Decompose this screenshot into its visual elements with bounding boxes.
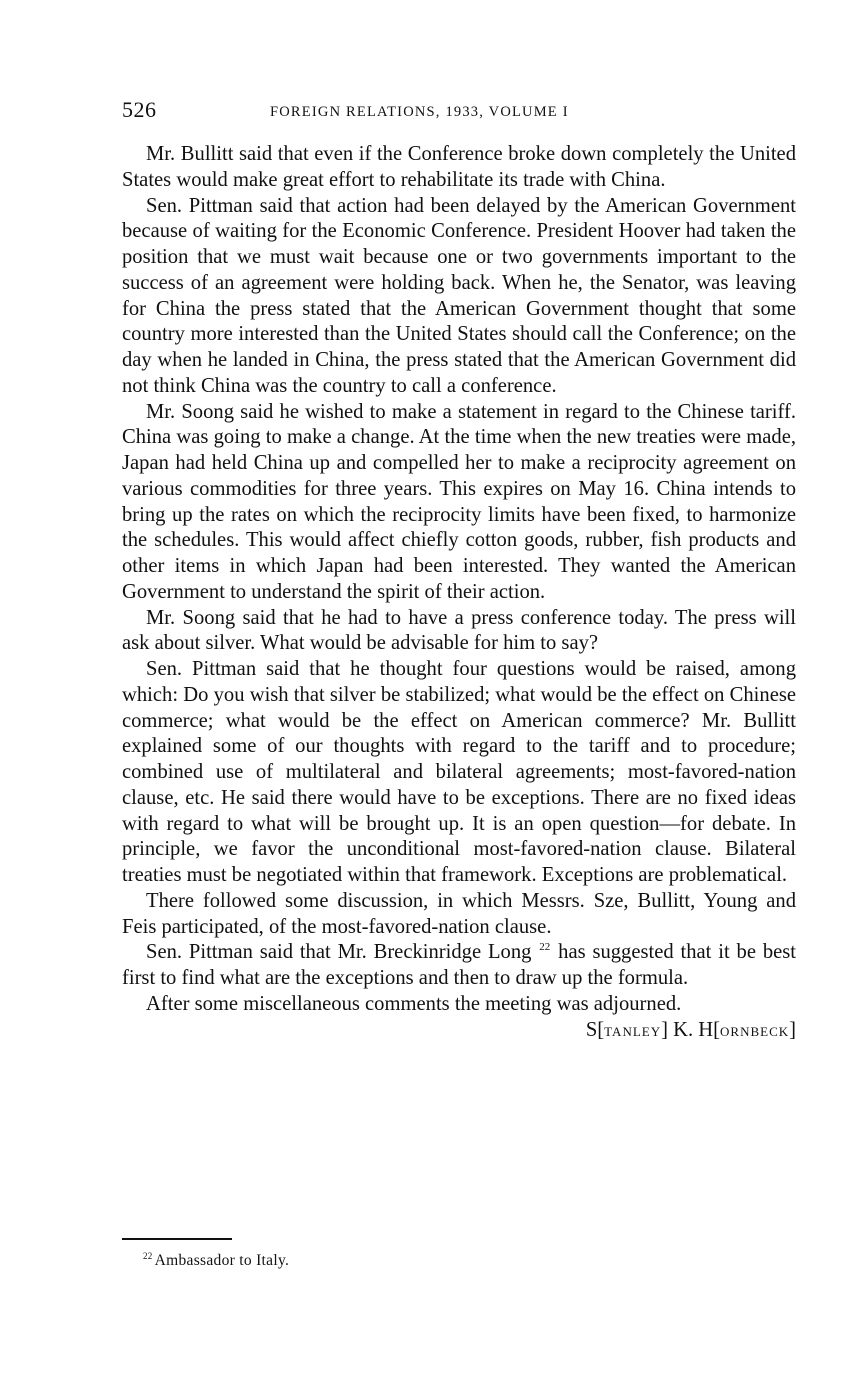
footnote — [143, 1251, 289, 1271]
paragraph: Mr. Soong said that he had to have a press conference today. The press will ask about silver. What would be advisable for him to say? — [122, 606, 796, 655]
page-number: 526 — [122, 97, 157, 122]
paragraph: There followed some discussion, in which Messrs. Sze, Bullitt, Young and Feis participated, of the most-favored-nation clause. — [122, 889, 796, 938]
signature-part: ] K. H[ — [661, 1018, 721, 1041]
footnote-reference[interactable]: 22 — [539, 941, 551, 954]
paragraph-text-after-ref: has suggested that it be best first to find what are the exceptions and then to draw up the formula. — [122, 941, 796, 989]
signature-part: ORNBECK — [720, 1023, 790, 1039]
footnote-marker: 22 — [143, 1251, 153, 1261]
signature-part: ] — [789, 1018, 796, 1041]
closing-paragraph: After some miscellaneous comments the meeting was adjourned. — [146, 992, 682, 1015]
paragraph: Mr. Soong said he wished to make a statement in regard to the Chinese tariff. China was going to make a change. At the time when the new treaties were made, Japan had held China up and compelled her to make a reciprocity agreement on various commodities for three years. This expires on May 16. China intends to bring up the rates on which the reciprocity limits have been fixed, to harmonize the schedules. This would affect chiefly cotton goods, rubber, fish products and other items in which Japan had been interested. They wanted the American Government to understand the spirit of their action. — [122, 400, 796, 603]
signature-part: S[ — [585, 1018, 605, 1041]
paragraph: Mr. Bullitt said that even if the Conference broke down completely the United States would make great effort to rehabilitate its trade with China. — [122, 143, 796, 191]
signature-part: TANLEY — [604, 1023, 662, 1039]
paragraph-with-footnote-ref — [122, 940, 796, 992]
paragraph-text-before-ref: Sen. Pittman said that Mr. Breckinridge Long — [146, 941, 532, 964]
footnote-text: Ambassador to Italy. — [154, 1252, 290, 1269]
running-head: FOREIGN RELATIONS, 1933, VOLUME I — [270, 104, 569, 120]
paragraph: Sen. Pittman said that he thought four questions would be raised, among which: Do you wish that silver be stabilized; what would be the effect on Chinese commerce; what would be the effect on American commerce? Mr. Bullitt explained some of our thoughts with regard to the tariff and to procedure; combined use of multilateral and bilateral agreements; most-favored-nation clause, etc. He said there would have to be exceptions. There are no fixed ideas with regard to what will be brought up. It is an open question—for debate. In principle, we favor the unconditional most-favored-nation clause. Bilateral treaties must be negotiated within that framework. Exceptions are problematical. — [122, 658, 796, 886]
page-header — [122, 96, 796, 124]
body-text — [122, 142, 796, 1044]
footnote-divider — [122, 1238, 232, 1240]
paragraph: Sen. Pittman said that action had been delayed by the American Government because of waiting for the Economic Conference. President Hoover had taken the position that we must wait because one or two governments important to the success of an agreement were holding back. When he, the Senator, was leaving for China the press stated that the American Government thought that some country more interested than the United States should call the Conference; on the day when he landed in China, the press stated that the American Government did not think China was the country to call a conference. — [122, 194, 796, 397]
signature — [122, 1018, 796, 1045]
